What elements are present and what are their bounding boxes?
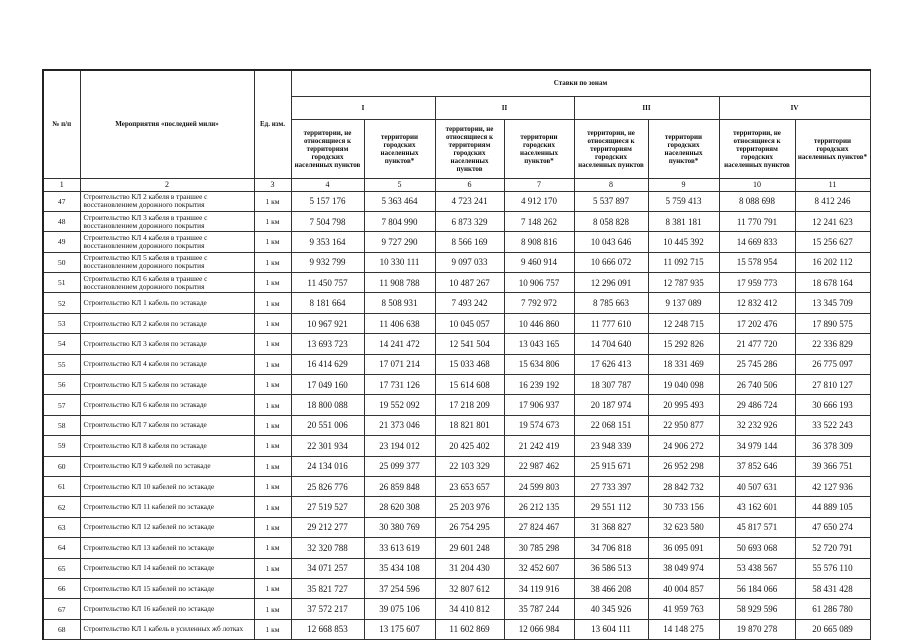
rate-cell: 12 296 091 [574,273,648,293]
rate-cell: 42 127 936 [795,476,870,496]
rate-cell: 30 666 193 [795,395,870,415]
rate-cell: 17 906 937 [504,395,574,415]
rate-cell: 20 995 493 [648,395,719,415]
table-row [43,415,870,435]
unit-cell: 1 км [254,456,291,476]
unit-cell: 1 км [254,232,291,252]
rate-cell: 26 952 298 [648,456,719,476]
rate-cell: 30 733 156 [648,497,719,517]
measure-name: Строительство КЛ 12 кабелей по эстакаде [80,517,254,537]
measure-name: Строительство КЛ 5 кабеля в траншее с восстановлением дорожного покрытия [80,252,254,272]
rate-cell: 7 792 972 [504,293,574,313]
rate-cell: 40 345 926 [574,599,648,619]
subheader-outside: территории, не относящиеся к территориям городских населенных пунктов [719,119,795,178]
rate-cell: 17 731 126 [364,375,435,395]
rate-cell: 32 807 612 [435,578,504,598]
measure-name: Строительство КЛ 10 кабелей по эстакаде [80,476,254,496]
rate-cell: 34 119 916 [504,578,574,598]
row-number: 65 [43,558,80,578]
measure-name: Строительство КЛ 14 кабелей по эстакаде [80,558,254,578]
rate-cell: 7 148 262 [504,211,574,231]
rate-cell: 9 727 290 [364,232,435,252]
measure-name: Строительство КЛ 3 кабеля по эстакаде [80,334,254,354]
rate-cell: 18 331 469 [648,354,719,374]
measure-name: Строительство КЛ 9 кабелей по эстакаде [80,456,254,476]
row-number: 52 [43,293,80,313]
unit-cell: 1 км [254,538,291,558]
measure-name: Строительство КЛ 16 кабелей по эстакаде [80,599,254,619]
table-row [43,252,870,272]
rate-cell: 13 043 165 [504,334,574,354]
rate-cell: 5 537 897 [574,191,648,211]
subheader-inside: территории городских населенных пунктов* [795,119,870,178]
rate-cell: 9 097 033 [435,252,504,272]
row-number: 57 [43,395,80,415]
rate-cell: 32 232 926 [719,415,795,435]
rate-cell: 21 477 720 [719,334,795,354]
rate-cell: 9 932 799 [291,252,364,272]
column-index: 1 [43,178,80,191]
subheader-inside: территории городских населенных пунктов* [648,119,719,178]
rate-cell: 17 626 413 [574,354,648,374]
rate-cell: 33 613 619 [364,538,435,558]
rate-cell: 58 431 428 [795,578,870,598]
rate-cell: 26 775 097 [795,354,870,374]
column-index: 10 [719,178,795,191]
row-number: 50 [43,252,80,272]
rate-cell: 17 049 160 [291,375,364,395]
rate-cell: 23 948 339 [574,436,648,456]
rate-cell: 15 292 826 [648,334,719,354]
rate-cell: 45 817 571 [719,517,795,537]
col-header-measure: Мероприятия «последней мили» [80,70,254,178]
column-index: 5 [364,178,435,191]
rate-cell: 11 770 791 [719,211,795,231]
unit-cell: 1 км [254,211,291,231]
rate-cell: 30 380 769 [364,517,435,537]
rate-cell: 35 434 108 [364,558,435,578]
row-number: 60 [43,456,80,476]
column-index: 8 [574,178,648,191]
rate-cell: 10 446 860 [504,313,574,333]
measure-name: Строительство КЛ 6 кабеля в траншее с восстановлением дорожного покрытия [80,273,254,293]
table-row [43,232,870,252]
unit-cell: 1 км [254,191,291,211]
rate-cell: 15 033 468 [435,354,504,374]
unit-cell: 1 км [254,273,291,293]
rate-cell: 15 614 608 [435,375,504,395]
rate-cell: 26 754 295 [435,517,504,537]
row-number: 54 [43,334,80,354]
unit-cell: 1 км [254,375,291,395]
rate-cell: 8 908 816 [504,232,574,252]
rate-cell: 13 345 709 [795,293,870,313]
rate-cell: 20 665 089 [795,619,870,639]
subheader-inside: территории городских населенных пунктов* [364,119,435,178]
rate-cell: 21 373 046 [364,415,435,435]
zone-header-2: II [435,96,574,119]
rate-cell: 10 666 072 [574,252,648,272]
unit-cell: 1 км [254,517,291,537]
rate-cell: 56 184 066 [719,578,795,598]
table-row [43,191,870,211]
subheader-outside: территории, не относящиеся к территориям городских населенных пунктов [574,119,648,178]
rate-cell: 8 181 664 [291,293,364,313]
rate-cell: 39 075 106 [364,599,435,619]
rate-cell: 22 336 829 [795,334,870,354]
column-index: 6 [435,178,504,191]
column-index: 2 [80,178,254,191]
rate-cell: 32 452 607 [504,558,574,578]
rate-cell: 26 859 848 [364,476,435,496]
rate-cell: 38 466 208 [574,578,648,598]
rate-cell: 55 576 110 [795,558,870,578]
rate-cell: 29 551 112 [574,497,648,517]
table-row [43,375,870,395]
row-number: 61 [43,476,80,496]
rate-cell: 15 578 954 [719,252,795,272]
column-index: 11 [795,178,870,191]
rate-cell: 24 599 803 [504,476,574,496]
rate-cell: 5 759 413 [648,191,719,211]
rate-cell: 25 099 377 [364,456,435,476]
rate-cell: 31 204 430 [435,558,504,578]
table-row [43,273,870,293]
tariff-table [42,69,871,640]
rate-cell: 8 566 169 [435,232,504,252]
column-index: 3 [254,178,291,191]
row-number: 51 [43,273,80,293]
rate-cell: 19 870 278 [719,619,795,639]
rate-cell: 27 519 527 [291,497,364,517]
rate-cell: 18 307 787 [574,375,648,395]
rate-cell: 47 650 274 [795,517,870,537]
rate-cell: 20 187 974 [574,395,648,415]
rate-cell: 12 541 504 [435,334,504,354]
zone-header-1: I [291,96,435,119]
unit-cell: 1 км [254,395,291,415]
measure-name: Строительство КЛ 2 кабеля по эстакаде [80,313,254,333]
rate-cell: 28 620 308 [364,497,435,517]
rate-cell: 35 787 244 [504,599,574,619]
table-row [43,395,870,415]
rate-cell: 52 720 791 [795,538,870,558]
measure-name: Строительство КЛ 1 кабель в усиленных жб лотках [80,619,254,639]
column-index: 9 [648,178,719,191]
tariff-table-sheet [42,69,871,640]
rate-cell: 37 852 646 [719,456,795,476]
rate-cell: 12 668 853 [291,619,364,639]
rate-cell: 34 410 812 [435,599,504,619]
rate-cell: 12 832 412 [719,293,795,313]
rate-cell: 34 706 818 [574,538,648,558]
rate-cell: 5 157 176 [291,191,364,211]
rate-cell: 27 824 467 [504,517,574,537]
table-row [43,619,870,639]
subheader-outside: территории, не относящиеся к территориям городских населенных пунктов [291,119,364,178]
rate-cell: 5 363 464 [364,191,435,211]
row-number: 49 [43,232,80,252]
column-index-row [43,178,870,191]
rate-cell: 4 912 170 [504,191,574,211]
row-number: 68 [43,619,80,639]
unit-cell: 1 км [254,599,291,619]
row-number: 56 [43,375,80,395]
rate-cell: 22 950 877 [648,415,719,435]
unit-cell: 1 км [254,619,291,639]
rate-cell: 13 175 607 [364,619,435,639]
table-row [43,497,870,517]
rate-cell: 16 239 192 [504,375,574,395]
rate-cell: 43 162 601 [719,497,795,517]
rate-cell: 33 522 243 [795,415,870,435]
rate-cell: 40 507 631 [719,476,795,496]
rate-cell: 17 218 209 [435,395,504,415]
rate-cell: 14 704 640 [574,334,648,354]
table-row [43,476,870,496]
rate-cell: 15 256 627 [795,232,870,252]
rate-cell: 32 320 788 [291,538,364,558]
rate-cell: 7 804 990 [364,211,435,231]
measure-name: Строительство КЛ 15 кабелей по эстакаде [80,578,254,598]
rate-cell: 6 873 329 [435,211,504,231]
unit-cell: 1 км [254,558,291,578]
rate-cell: 16 202 112 [795,252,870,272]
rate-cell: 10 045 057 [435,313,504,333]
rate-cell: 12 787 935 [648,273,719,293]
rate-cell: 32 623 580 [648,517,719,537]
rate-cell: 50 693 068 [719,538,795,558]
rate-cell: 8 508 931 [364,293,435,313]
unit-cell: 1 км [254,354,291,374]
rate-cell: 8 381 181 [648,211,719,231]
rate-cell: 8 785 663 [574,293,648,313]
rate-cell: 34 071 257 [291,558,364,578]
rate-cell: 38 049 974 [648,558,719,578]
rate-cell: 27 733 397 [574,476,648,496]
zone-header-3: III [574,96,719,119]
rate-cell: 18 678 164 [795,273,870,293]
rate-cell: 39 366 751 [795,456,870,476]
rate-cell: 15 634 806 [504,354,574,374]
row-number: 62 [43,497,80,517]
table-row [43,313,870,333]
rate-cell: 11 777 610 [574,313,648,333]
unit-cell: 1 км [254,252,291,272]
rate-cell: 22 301 934 [291,436,364,456]
unit-cell: 1 км [254,497,291,517]
zone-header-4: IV [719,96,870,119]
rate-cell: 25 745 286 [719,354,795,374]
rates-header: Ставки по зонам [291,70,870,96]
rate-cell: 35 821 727 [291,578,364,598]
rate-cell: 58 929 596 [719,599,795,619]
rate-cell: 18 800 088 [291,395,364,415]
rate-cell: 11 406 638 [364,313,435,333]
unit-cell: 1 км [254,313,291,333]
unit-cell: 1 км [254,476,291,496]
rate-cell: 11 908 788 [364,273,435,293]
table-row [43,436,870,456]
rate-cell: 44 889 105 [795,497,870,517]
measure-name: Строительство КЛ 6 кабеля по эстакаде [80,395,254,415]
rate-cell: 24 134 016 [291,456,364,476]
rate-cell: 21 242 419 [504,436,574,456]
rate-cell: 13 604 111 [574,619,648,639]
row-number: 48 [43,211,80,231]
rate-cell: 27 810 127 [795,375,870,395]
row-number: 59 [43,436,80,456]
column-index: 7 [504,178,574,191]
rate-cell: 10 043 646 [574,232,648,252]
rate-cell: 29 212 277 [291,517,364,537]
rate-cell: 29 486 724 [719,395,795,415]
measure-name: Строительство КЛ 3 кабеля в траншее с восстановлением дорожного покрытия [80,211,254,231]
rate-cell: 36 378 309 [795,436,870,456]
rate-cell: 37 572 217 [291,599,364,619]
rate-cell: 61 286 780 [795,599,870,619]
rate-cell: 36 586 513 [574,558,648,578]
rate-cell: 11 602 869 [435,619,504,639]
rate-cell: 25 915 671 [574,456,648,476]
rate-cell: 19 574 673 [504,415,574,435]
rate-cell: 31 368 827 [574,517,648,537]
table-row [43,517,870,537]
measure-name: Строительство КЛ 1 кабель по эстакаде [80,293,254,313]
rate-cell: 10 445 392 [648,232,719,252]
rate-cell: 22 987 462 [504,456,574,476]
rate-cell: 13 693 723 [291,334,364,354]
rate-cell: 8 088 698 [719,191,795,211]
table-row [43,293,870,313]
measure-name: Строительство КЛ 8 кабеля по эстакаде [80,436,254,456]
unit-cell: 1 км [254,334,291,354]
rate-cell: 19 552 092 [364,395,435,415]
rate-cell: 29 601 248 [435,538,504,558]
rate-cell: 20 551 006 [291,415,364,435]
rate-cell: 26 740 506 [719,375,795,395]
table-row [43,538,870,558]
rate-cell: 4 723 241 [435,191,504,211]
rate-cell: 9 460 914 [504,252,574,272]
col-header-number: № п/п [43,70,80,178]
rate-cell: 20 425 402 [435,436,504,456]
rate-cell: 40 004 857 [648,578,719,598]
measure-name: Строительство КЛ 4 кабеля по эстакаде [80,354,254,374]
rate-cell: 8 058 828 [574,211,648,231]
row-number: 66 [43,578,80,598]
col-header-unit: Ед. изм. [254,70,291,178]
measure-name: Строительство КЛ 11 кабелей по эстакаде [80,497,254,517]
column-index: 4 [291,178,364,191]
table-row [43,456,870,476]
rate-cell: 26 212 135 [504,497,574,517]
rate-cell: 10 906 757 [504,273,574,293]
rate-cell: 14 148 275 [648,619,719,639]
row-number: 67 [43,599,80,619]
rate-cell: 34 979 144 [719,436,795,456]
table-row [43,578,870,598]
unit-cell: 1 км [254,436,291,456]
rate-cell: 17 071 214 [364,354,435,374]
row-number: 55 [43,354,80,374]
row-number: 47 [43,191,80,211]
rate-cell: 19 040 098 [648,375,719,395]
rate-cell: 9 353 164 [291,232,364,252]
row-number: 53 [43,313,80,333]
rate-cell: 23 653 657 [435,476,504,496]
row-number: 64 [43,538,80,558]
table-row [43,558,870,578]
rate-cell: 24 906 272 [648,436,719,456]
rate-cell: 7 493 242 [435,293,504,313]
rate-cell: 16 414 629 [291,354,364,374]
row-number: 58 [43,415,80,435]
measure-name: Строительство КЛ 2 кабеля в траншее с восстановлением дорожного покрытия [80,191,254,211]
rate-cell: 12 066 984 [504,619,574,639]
rate-cell: 25 203 976 [435,497,504,517]
rate-cell: 10 967 921 [291,313,364,333]
rate-cell: 23 194 012 [364,436,435,456]
row-number: 63 [43,517,80,537]
subheader-outside: территории, не относящиеся к территориям городских населенных пунктов [435,119,504,178]
rate-cell: 7 504 798 [291,211,364,231]
rate-cell: 14 241 472 [364,334,435,354]
rate-cell: 10 330 111 [364,252,435,272]
measure-name: Строительство КЛ 4 кабеля в траншее с восстановлением дорожного покрытия [80,232,254,252]
rate-cell: 17 202 476 [719,313,795,333]
rate-cell: 10 487 267 [435,273,504,293]
rate-cell: 28 842 732 [648,476,719,496]
table-row [43,334,870,354]
rate-cell: 11 092 715 [648,252,719,272]
rate-cell: 37 254 596 [364,578,435,598]
table-row [43,599,870,619]
rate-cell: 22 103 329 [435,456,504,476]
unit-cell: 1 км [254,415,291,435]
unit-cell: 1 км [254,578,291,598]
rate-cell: 17 959 773 [719,273,795,293]
rate-cell: 9 137 089 [648,293,719,313]
rate-cell: 30 785 298 [504,538,574,558]
rate-cell: 41 959 763 [648,599,719,619]
subheader-inside: территории городских населенных пунктов* [504,119,574,178]
measure-name: Строительство КЛ 13 кабелей по эстакаде [80,538,254,558]
rate-cell: 18 821 801 [435,415,504,435]
rate-cell: 25 826 776 [291,476,364,496]
measure-name: Строительство КЛ 5 кабеля по эстакаде [80,375,254,395]
rate-cell: 8 412 246 [795,191,870,211]
rate-cell: 11 450 757 [291,273,364,293]
table-body [43,191,870,640]
measure-name: Строительство КЛ 7 кабеля по эстакаде [80,415,254,435]
rate-cell: 14 669 833 [719,232,795,252]
rate-cell: 17 890 575 [795,313,870,333]
rate-cell: 12 241 623 [795,211,870,231]
rate-cell: 22 068 151 [574,415,648,435]
table-row [43,211,870,231]
rate-cell: 12 248 715 [648,313,719,333]
rate-cell: 36 095 091 [648,538,719,558]
rate-cell: 53 438 567 [719,558,795,578]
unit-cell: 1 км [254,293,291,313]
table-row [43,354,870,374]
